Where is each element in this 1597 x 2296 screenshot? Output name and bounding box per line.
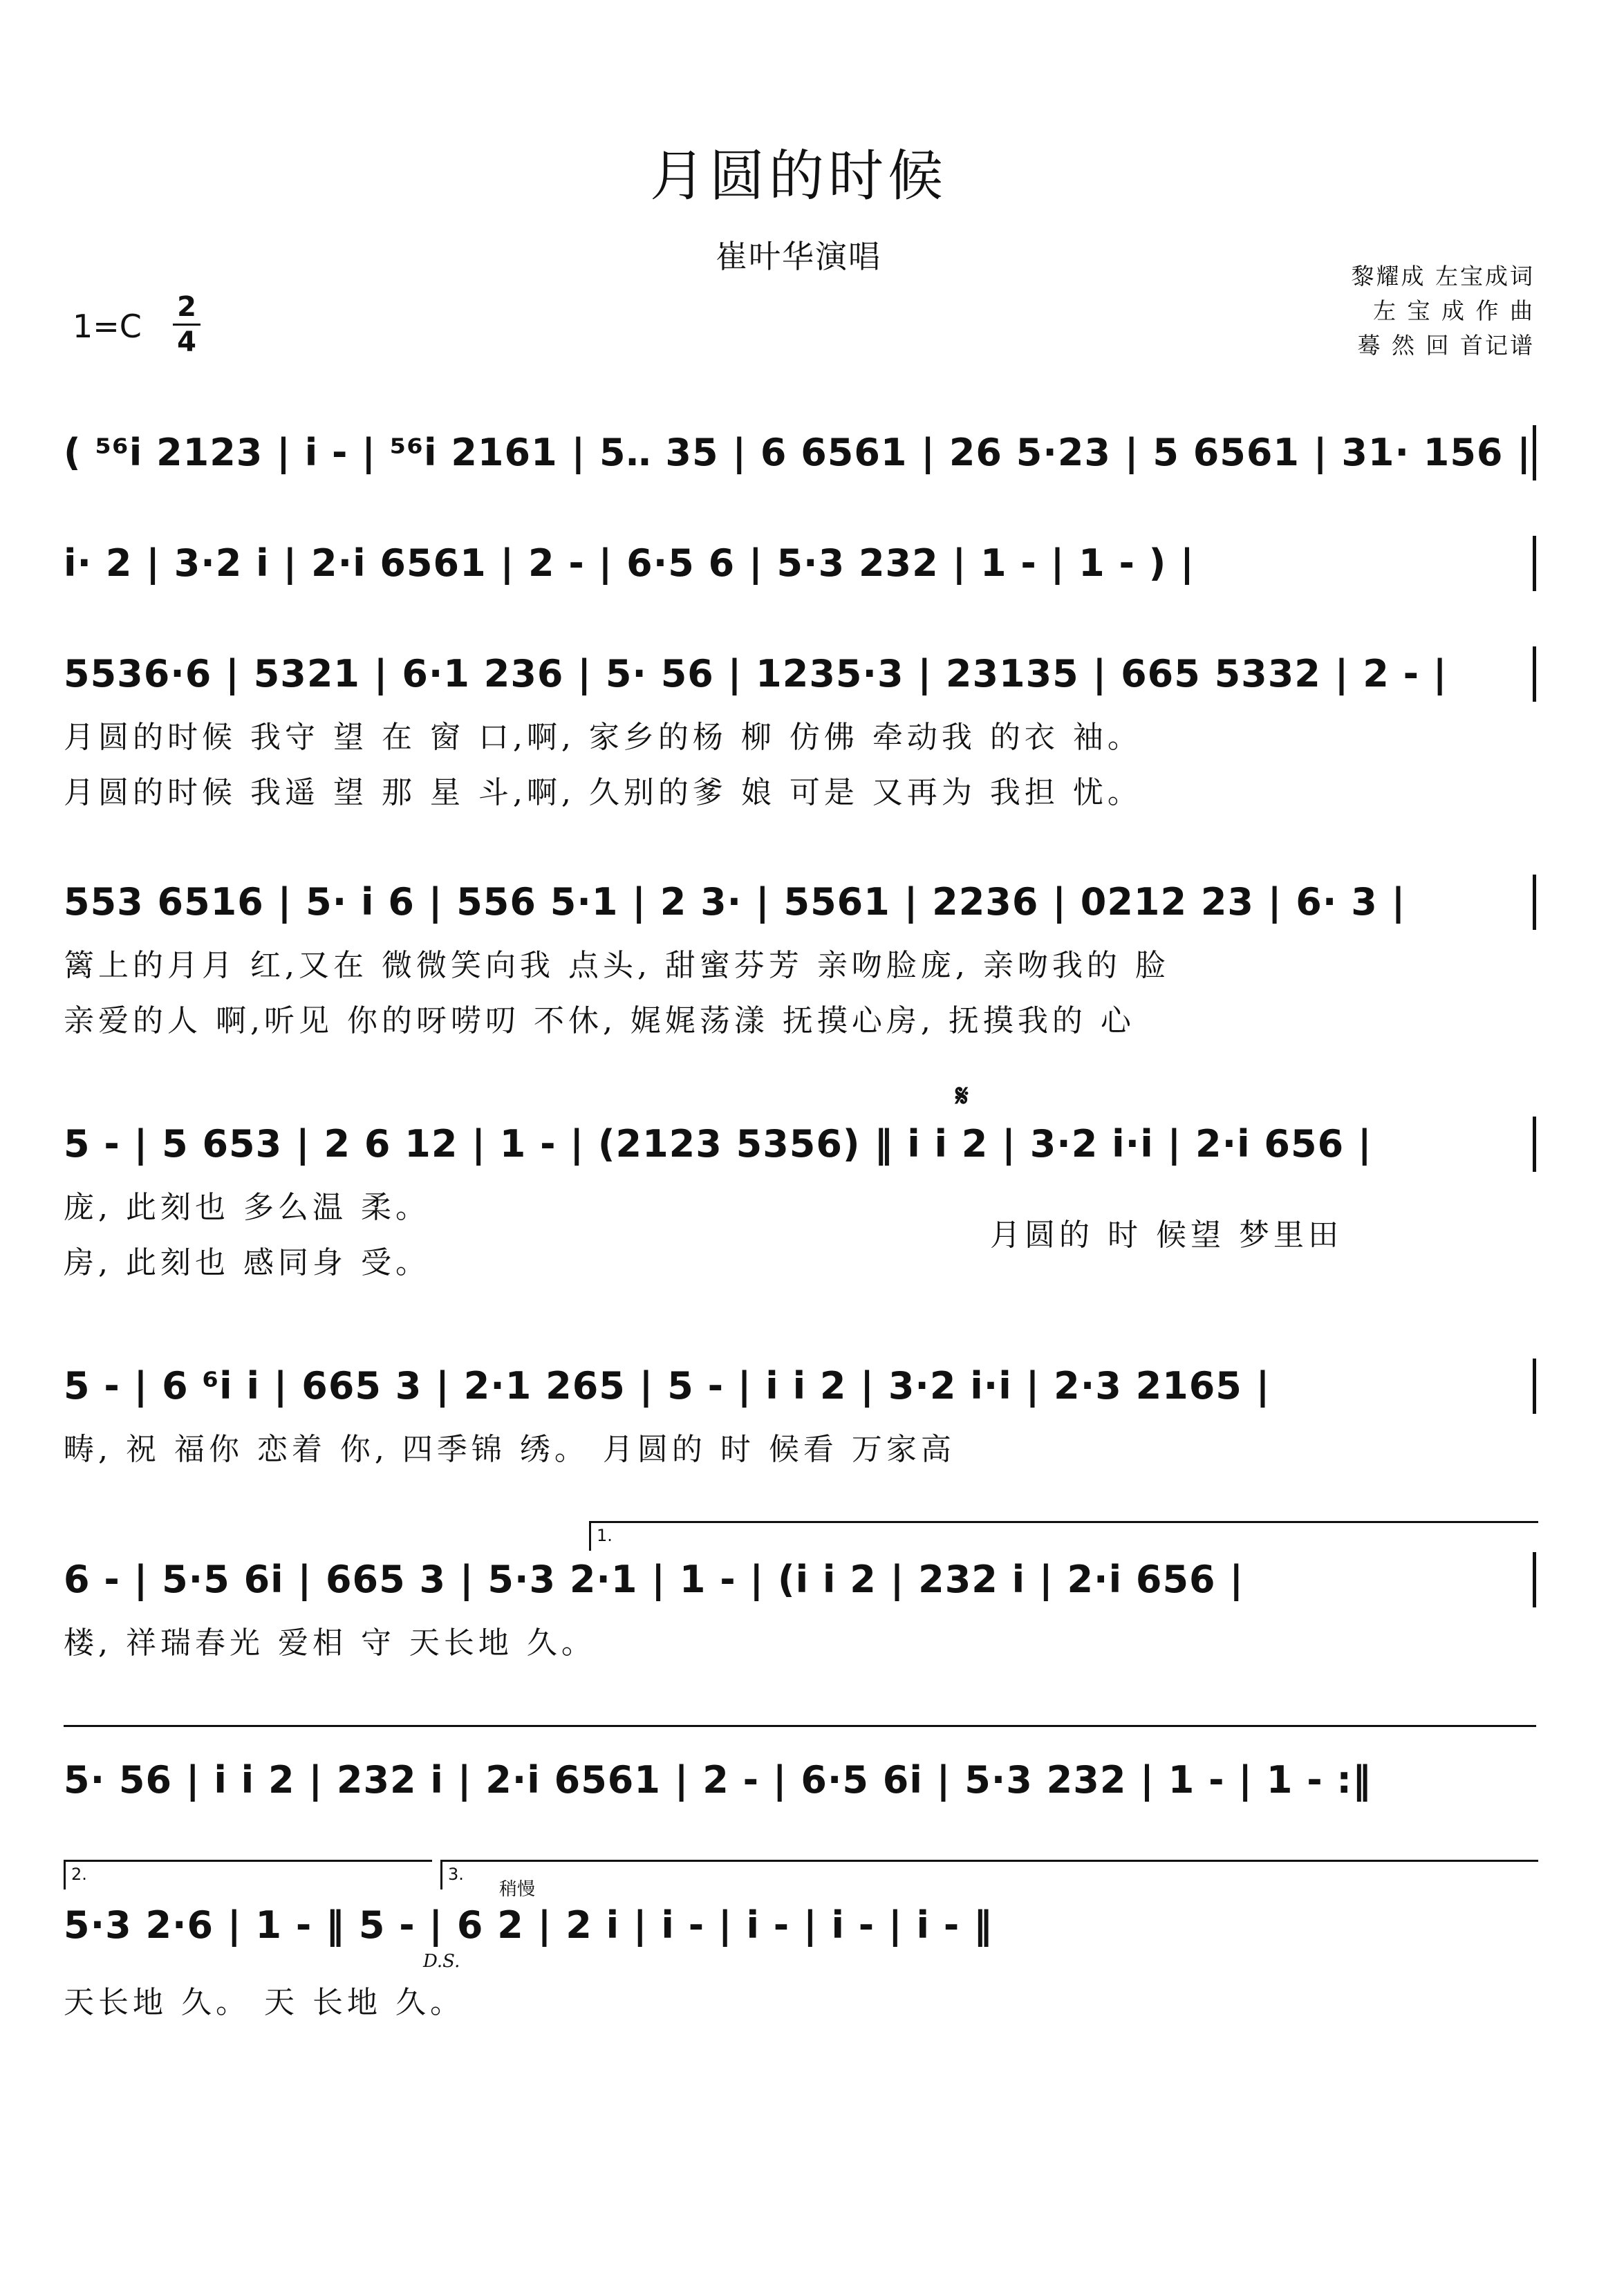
barline bbox=[1533, 1117, 1536, 1172]
lyric-line: 楼, 祥瑞春光 爱相 守 天长地 久。 bbox=[64, 1625, 596, 1661]
notation-line: ( ⁵⁶i 2123 | i - | ⁵⁶i 2161 | 5‥ 35 | 6 6561 | 26 5·23 | 5 6561 | 31· 156 | bbox=[64, 431, 1532, 474]
credits bbox=[1352, 259, 1535, 363]
notation-line: 5·3 2·6 | 1 - ‖ 5 - | 6 2 | 2 i | i - | i - | i - | i - ‖ bbox=[64, 1903, 993, 1947]
notation-line: 5 - | 6 ⁶i i | 665 3 | 2·1 265 | 5 - | i i 2 | 3·2 i·i | 2·3 2165 | bbox=[64, 1364, 1271, 1408]
notation-line: 5· 56 | i i 2 | 232 i | 2·i 6561 | 2 - | 6·5 6i | 5·3 232 | 1 - | 1 - :‖ bbox=[64, 1758, 1372, 1802]
key-signature: 1=C bbox=[73, 308, 142, 345]
system-2 bbox=[64, 525, 1536, 601]
lyricist-credit: 黎耀成 左宝成词 bbox=[1351, 263, 1535, 290]
barline bbox=[1533, 646, 1536, 702]
notation-line: 5536·6 | 5321 | 6·1 236 | 5· 56 | 1235·3 | 23135 | 665 5332 | 2 - | bbox=[64, 652, 1448, 696]
composer-credit: 左 宝 成 作 曲 bbox=[1373, 297, 1535, 324]
notation-line: 5 - | 5 653 | 2 6 12 | 1 - | (2123 5356) ‖ i i 2 | 3·2 i·i | 2·i 656 | bbox=[64, 1122, 1372, 1166]
lyric-refrain: 月圆的 时 候望 梦里田 bbox=[990, 1217, 1343, 1253]
volta-continuation bbox=[64, 1725, 1536, 1727]
score-title: 月圆的时候 bbox=[650, 144, 947, 208]
barline bbox=[1533, 536, 1536, 591]
volta-bracket-1: 1. bbox=[589, 1521, 1538, 1551]
meter-bottom: 4 bbox=[173, 324, 200, 359]
singer-credit: 崔叶华演唱 bbox=[716, 238, 881, 275]
lyric-verse-1: 篱上的月月 红,又在 微微笑向我 点头, 甜蜜芬芳 亲吻脸庞, 亲吻我的 脸 bbox=[64, 948, 1170, 983]
lyric-verse-2: 亲爱的人 啊,听见 你的呀唠叨 不休, 娓娓荡漾 抚摸心房, 抚摸我的 心 bbox=[64, 1003, 1135, 1038]
volta-bracket-3: 3. bbox=[440, 1860, 1538, 1889]
lyric-line: 天长地 久。 天 长地 久。 bbox=[64, 1985, 465, 2020]
volta-bracket-2: 2. bbox=[64, 1860, 432, 1889]
system-4 bbox=[64, 864, 1536, 1072]
notation-line: i· 2 | 3·2 i | 2·i 6561 | 2 - | 6·5 6 | 5·3 232 | 1 - | 1 - ) | bbox=[64, 541, 1195, 585]
transcriber-credit: 蓦 然 回 首记谱 bbox=[1357, 332, 1535, 359]
system-7 bbox=[64, 1526, 1536, 1694]
meter-top: 2 bbox=[177, 291, 196, 323]
lyric-verse-2: 月圆的时候 我遥 望 那 星 斗,啊, 久别的爹 娘 可是 又再为 我担 忧。 bbox=[64, 775, 1142, 810]
tempo-mark: 稍慢 bbox=[499, 1879, 536, 1900]
system-5 bbox=[64, 1079, 1536, 1314]
system-8 bbox=[64, 1742, 1536, 1818]
segno-sign: 𝄋 bbox=[955, 1079, 969, 1114]
barline bbox=[1533, 875, 1536, 930]
barline bbox=[1533, 1552, 1536, 1607]
barline bbox=[1533, 425, 1536, 480]
ds-mark: D.S. bbox=[423, 1951, 460, 1972]
system-9 bbox=[64, 1865, 1536, 2067]
time-signature bbox=[173, 290, 200, 359]
lyric-verse-1: 庞, 此刻也 多么温 柔。 bbox=[64, 1190, 430, 1225]
lyric-line: 畴, 祝 福你 恋着 你, 四季锦 绣。 月圆的 时 候看 万家高 bbox=[64, 1432, 955, 1467]
system-3 bbox=[64, 636, 1536, 843]
system-1 bbox=[64, 415, 1536, 491]
notation-line: 6 - | 5·5 6i | 665 3 | 5·3 2·1 | 1 - | (i i 2 | 232 i | 2·i 656 | bbox=[64, 1558, 1244, 1601]
notation-line: 553 6516 | 5· i 6 | 556 5·1 | 2 3· | 5561 | 2236 | 0212 23 | 6· 3 | bbox=[64, 880, 1406, 924]
lyric-verse-2: 房, 此刻也 感同身 受。 bbox=[64, 1245, 430, 1280]
barline bbox=[1533, 1359, 1536, 1414]
lyric-verse-1: 月圆的时候 我守 望 在 窗 口,啊, 家乡的杨 柳 仿佛 牵动我 的衣 袖。 bbox=[64, 720, 1142, 755]
system-6 bbox=[64, 1348, 1536, 1500]
